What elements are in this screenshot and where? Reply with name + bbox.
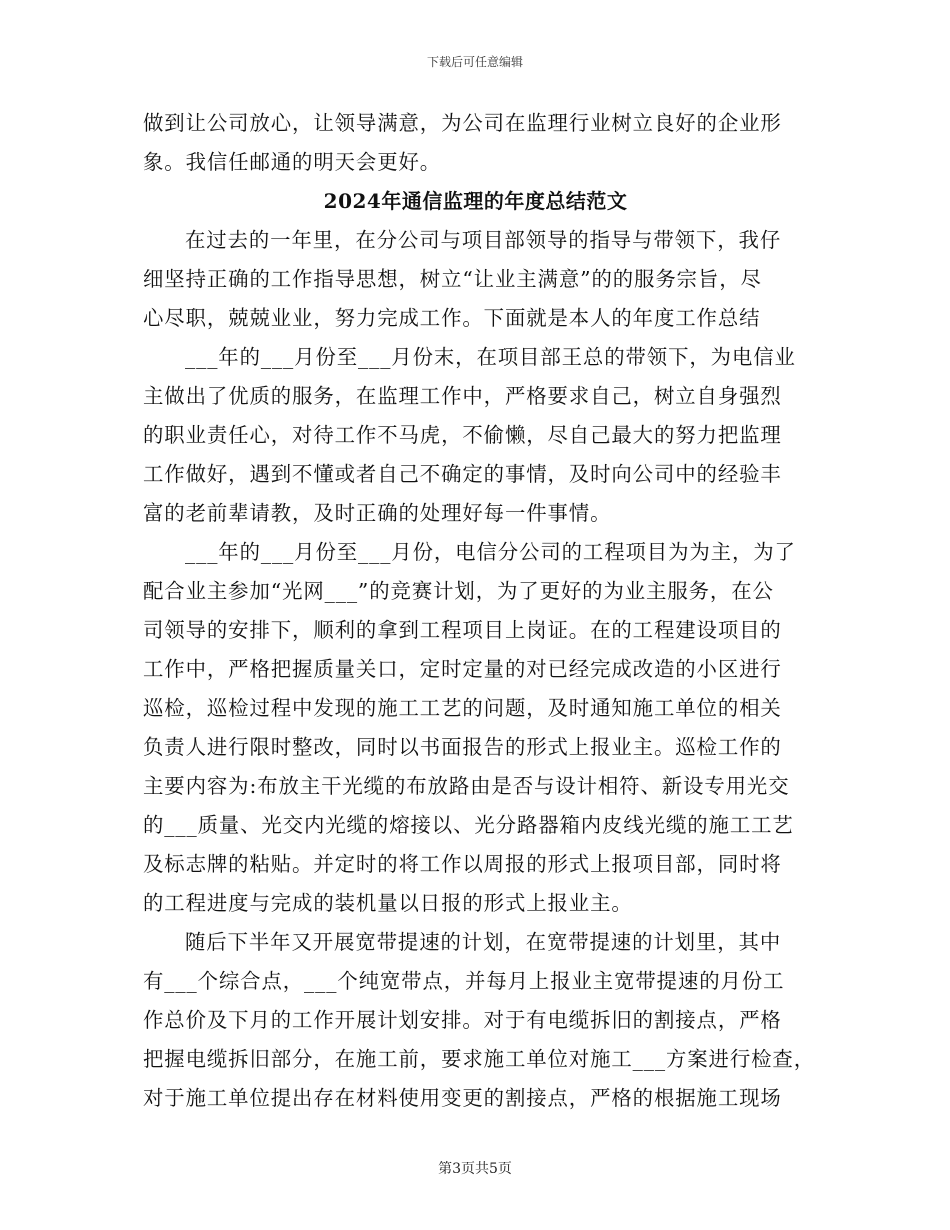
text-line: 富的老前辈请教，及时正确的处理好每一件事情。 — [143, 501, 612, 525]
page-header-note: 下载后可任意编辑 — [426, 55, 523, 69]
text-line: 象。我信任邮通的明天会更好。 — [143, 150, 442, 174]
page-number: 第3页共5页 — [438, 1161, 512, 1177]
text-line: 有___个综合点，___个纯宽带点，并每月上报业主宽带提速的月份工 — [143, 969, 785, 993]
text-line: 司领导的安排下，顺利的拿到工程项目上岗证。在的工程建设项目的 — [143, 618, 782, 642]
document-title: 2024年通信监理的年度总结范文 — [323, 189, 628, 213]
text-line: 工作做好，遇到不懂或者自己不确定的事情，及时向公司中的经验丰 — [143, 462, 782, 486]
text-line: 工作中，严格把握质量关口，定时定量的对已经完成改造的小区进行 — [143, 657, 782, 681]
document-body — [143, 104, 816, 1118]
text-line: 把握电缆拆旧部分，在施工前，要求施工单位对施工___方案进行检查， — [143, 1047, 816, 1071]
text-line: 随后下半年又开展宽带提速的计划，在宽带提速的计划里，其中 — [185, 930, 782, 954]
text-line: 做到让公司放心，让领导满意，为公司在监理行业树立良好的企业形 — [143, 111, 782, 135]
text-line: 细坚持正确的工作指导思想，树立“让业主满意”的的服务宗旨，尽 — [143, 267, 762, 291]
text-line: ___年的___月份至___月份末，在项目部王总的带领下，为电信业 — [185, 345, 796, 369]
text-line: 的工程进度与完成的装机量以日报的形式上报业主。 — [143, 891, 633, 915]
text-line: 作总价及下月的工作开展计划安排。对于有电缆拆旧的割接点，严格 — [143, 1008, 782, 1032]
text-line: 的___质量、光交内光缆的熔接以、光分路器箱内皮线光缆的施工工艺 — [143, 813, 794, 837]
text-line: 心尽职，兢兢业业，努力完成工作。下面就是本人的年度工作总结 — [143, 306, 761, 330]
text-line: 巡检，巡检过程中发现的施工工艺的问题，及时通知施工单位的相关 — [143, 696, 782, 720]
text-line: 在过去的一年里，在分公司与项目部领导的指导与带领下，我仔 — [185, 228, 782, 252]
text-line: 主要内容为:布放主干光缆的布放路由是否与设计相符、新设专用光交 — [143, 774, 790, 798]
text-line: 负责人进行限时整改，同时以书面报告的形式上报业主。巡检工作的 — [143, 735, 782, 759]
text-line: 主做出了优质的服务，在监理工作中，严格要求自己，树立自身强烈 — [143, 384, 782, 408]
text-line: 的职业责任心，对待工作不马虎，不偷懒，尽自己最大的努力把监理 — [143, 423, 782, 447]
text-line: 对于施工单位提出存在材料使用变更的割接点，严格的根据施工现场 — [143, 1086, 782, 1110]
text-line: 配合业主参加“光网___”的竞赛计划，为了更好的为业主服务，在公 — [143, 579, 774, 603]
text-line: 及标志牌的粘贴。并定时的将工作以周报的形式上报项目部，同时将 — [143, 852, 782, 876]
text-line: ___年的___月份至___月份，电信分公司的工程项目为为主，为了 — [185, 540, 796, 564]
